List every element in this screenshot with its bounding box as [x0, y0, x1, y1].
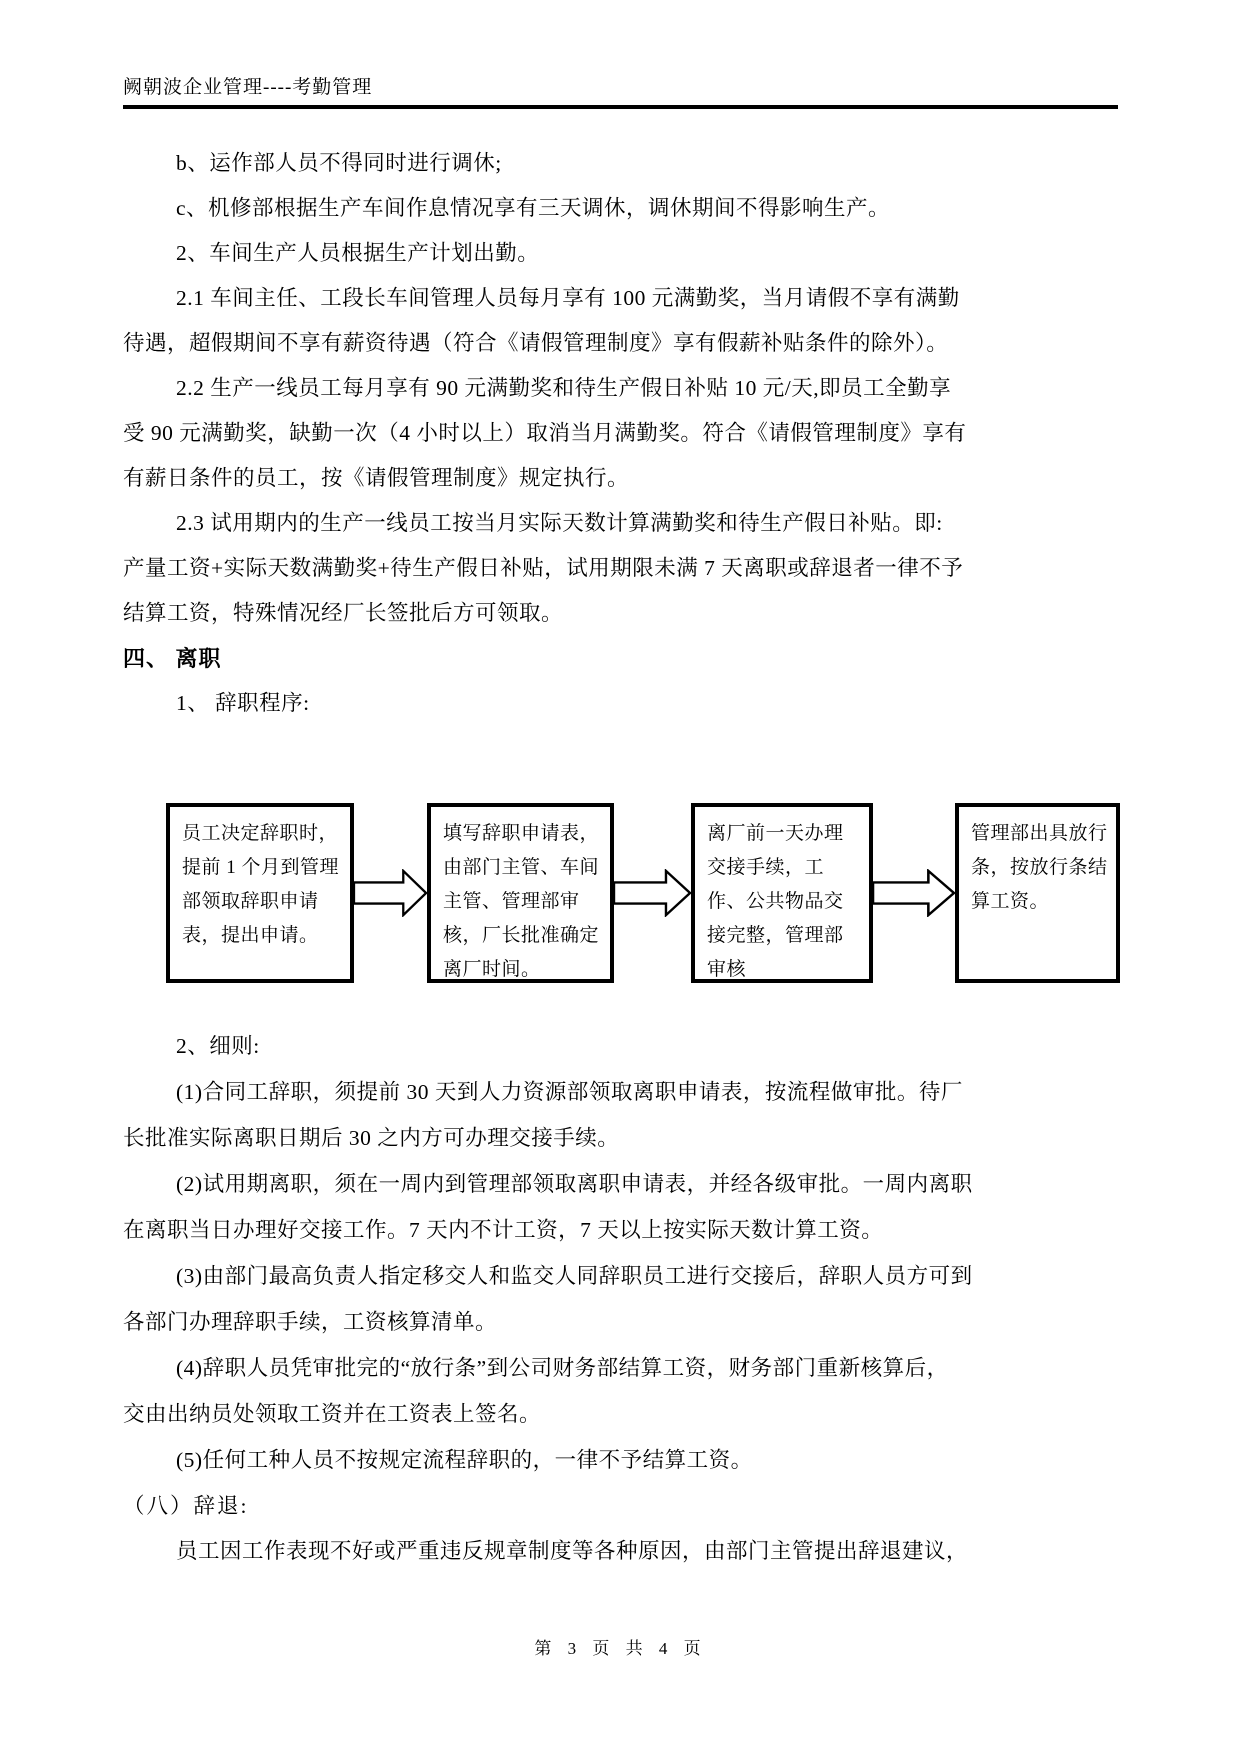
dismissal-line: 员工因工作表现不好或严重违反规章制度等各种原因，由部门主管提出辞退建议，	[176, 1539, 969, 1563]
detail-line: 在离职当日办理好交接工作。7 天内不计工资，7 天以上按实际天数计算工资。	[123, 1218, 884, 1242]
paragraph-line: b、运作部人员不得同时进行调休;	[176, 151, 502, 175]
flowchart-step-3: 离厂前一天办理交接手续，工作、公共物品交接完整，管理部审核	[691, 803, 873, 983]
paragraph-line: 2.2 生产一线员工每月享有 90 元满勤奖和待生产假日补贴 10 元/天,即员工全勤享	[176, 376, 952, 400]
flow-arrow-icon	[354, 869, 427, 917]
dismissal-section	[123, 1483, 1118, 1574]
detail-line: 长批准实际离职日期后 30 之内方可办理交接手续。	[123, 1126, 620, 1150]
resignation-section	[123, 636, 1118, 1483]
paragraph-line: 2、车间生产人员根据生产计划出勤。	[176, 241, 540, 265]
detail-line: (5)任何工种人员不按规定流程辞职的，一律不予结算工资。	[176, 1448, 753, 1472]
flow-arrow-icon	[614, 869, 691, 917]
detail-line: (3)由部门最高负责人指定移交人和监交人同辞职员工进行交接后，辞职人员方可到	[176, 1264, 973, 1288]
document-header	[123, 0, 1118, 109]
paragraph-line: 受 90 元满勤奖，缺勤一次（4 小时以上）取消当月满勤奖。符合《请假管理制度》享有	[123, 421, 967, 445]
paragraph-line: 有薪日条件的员工，按《请假管理制度》规定执行。	[123, 466, 630, 490]
flowchart-step-4: 管理部出具放行条，按放行条结算工资。	[955, 803, 1120, 983]
resignation-details	[123, 1023, 1118, 1483]
paragraph-line: 2.3 试用期内的生产一线员工按当月实际天数计算满勤奖和待生产假日补贴。即:	[176, 511, 943, 535]
detail-line: 各部门办理辞职手续，工资核算清单。	[123, 1310, 498, 1334]
procedure-label: 1、 辞职程序:	[176, 691, 310, 715]
flow-arrow-icon	[873, 869, 955, 917]
paragraph-line: c、机修部根据生产车间作息情况享有三天调休，调休期间不得影响生产。	[176, 196, 891, 220]
resignation-flowchart	[123, 803, 1118, 983]
attendance-section	[123, 141, 1118, 636]
detail-line: (4)辞职人员凭审批完的“放行条”到公司财务部结算工资，财务部门重新核算后，	[176, 1356, 949, 1380]
document-header-title: 阙朝波企业管理----考勤管理	[123, 77, 373, 98]
section-heading-resignation: 四、 离职	[123, 646, 222, 671]
flowchart-step-1: 员工决定辞职时，提前 1 个月到管理部领取辞职申请表，提出申请。	[166, 803, 354, 983]
page-content	[123, 0, 1118, 1574]
flowchart-step-2: 填写辞职申请表，由部门主管、车间主管、管理部审核，厂长批准确定离厂时间。	[427, 803, 614, 983]
detail-line: 交由出纳员处领取工资并在工资表上签名。	[123, 1402, 542, 1426]
paragraph-line: 结算工资，特殊情况经厂长签批后方可领取。	[123, 601, 564, 625]
paragraph-line: 待遇，超假期间不享有薪资待遇（符合《请假管理制度》享有假薪补贴条件的除外）。	[123, 331, 949, 355]
detail-line: (2)试用期离职，须在一周内到管理部领取离职申请表，并经各级审批。一周内离职	[176, 1172, 973, 1196]
details-heading: 2、细则:	[176, 1034, 260, 1058]
detail-line: (1)合同工辞职，须提前 30 天到人力资源部领取离职申请表，按流程做审批。待厂	[176, 1080, 963, 1104]
paragraph-line: 产量工资+实际天数满勤奖+待生产假日补贴，试用期限未满 7 天离职或辞退者一律不予	[123, 556, 964, 580]
paragraph-line: 2.1 车间主任、工段长车间管理人员每月享有 100 元满勤奖，当月请假不享有满勤	[176, 286, 960, 310]
page-number: 第 3 页 共 4 页	[534, 1639, 707, 1658]
section-heading-dismissal: （八）辞退:	[123, 1494, 249, 1518]
